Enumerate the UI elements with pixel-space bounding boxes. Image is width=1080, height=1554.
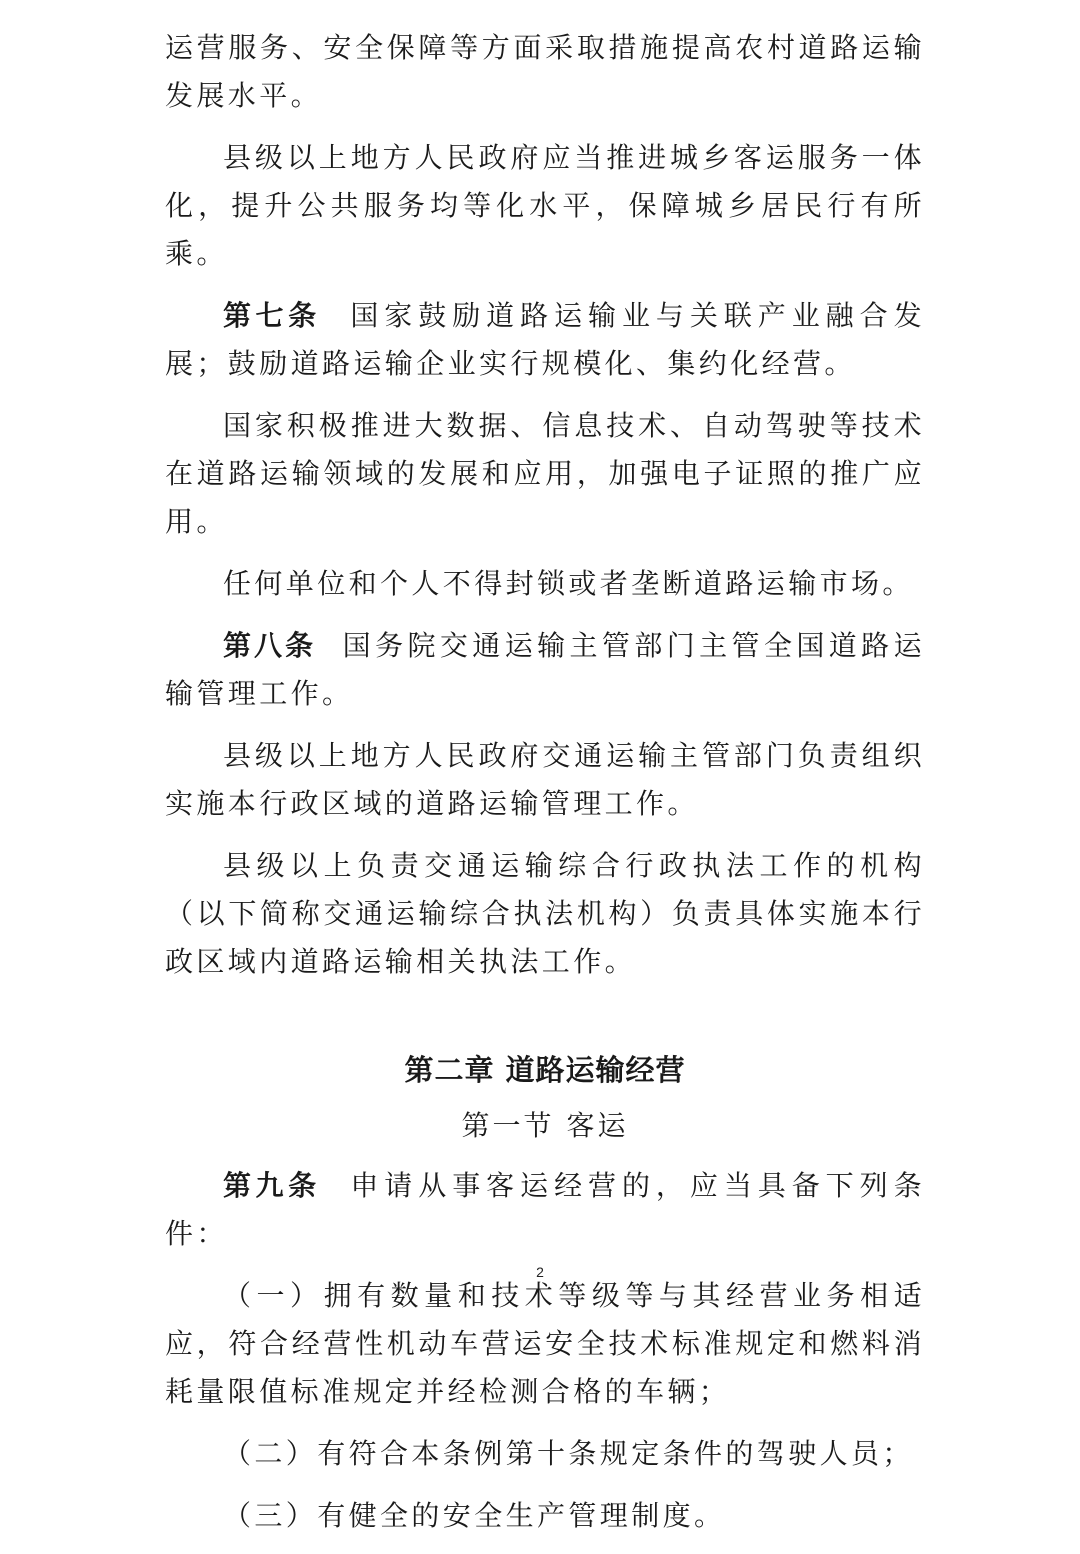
paragraph: 运营服务、安全保障等方面采取措施提高农村道路运输发展水平。 bbox=[165, 31, 925, 112]
chapter-title: 第二章 道路运输经营 bbox=[404, 1053, 686, 1087]
article-9: 第九条 申请从事客运经营的，应当具备下列条件： bbox=[165, 1169, 925, 1250]
paragraph: 任何单位和个人不得封锁或者垄断道路运输市场。 bbox=[223, 567, 914, 600]
list-item: （三）有健全的安全生产管理制度。 bbox=[223, 1499, 726, 1532]
article-heading: 第七条 bbox=[223, 299, 321, 332]
paragraph: 国家积极推进大数据、信息技术、自动驾驶等技术在道路运输领域的发展和应用，加强电子证照的推广应用。 bbox=[165, 409, 925, 538]
paragraph: 县级以上负责交通运输综合行政执法工作的机构（以下简称交通运输综合执法机构）负责具体实施本行政区域内道路运输相关执法工作。 bbox=[165, 849, 925, 978]
list-item: （二）有符合本条例第十条规定条件的驾驶人员； bbox=[223, 1437, 914, 1470]
article-8: 第八条 国务院交通运输主管部门主管全国道路运输管理工作。 bbox=[165, 629, 925, 710]
section-title: 第一节 客运 bbox=[461, 1109, 629, 1142]
article-7: 第七条 国家鼓励道路运输业与关联产业融合发展；鼓励道路运输企业实行规模化、集约化经营。 bbox=[165, 299, 925, 380]
document-body bbox=[165, 24, 925, 1554]
paragraph: 县级以上地方人民政府应当推进城乡客运服务一体化，提升公共服务均等化水平，保障城乡居民行有所乘。 bbox=[165, 141, 925, 270]
article-heading: 第八条 bbox=[223, 629, 317, 662]
article-heading: 第九条 bbox=[223, 1169, 321, 1202]
list-item: （一）拥有数量和技术等级等与其经营业务相适应，符合经营性机动车营运安全技术标准规定和燃料消耗量限值标准规定并经检测合格的车辆； bbox=[165, 1279, 925, 1408]
paragraph: 县级以上地方人民政府交通运输主管部门负责组织实施本行政区域的道路运输管理工作。 bbox=[165, 739, 925, 820]
page-number: 2 bbox=[536, 1264, 544, 1280]
